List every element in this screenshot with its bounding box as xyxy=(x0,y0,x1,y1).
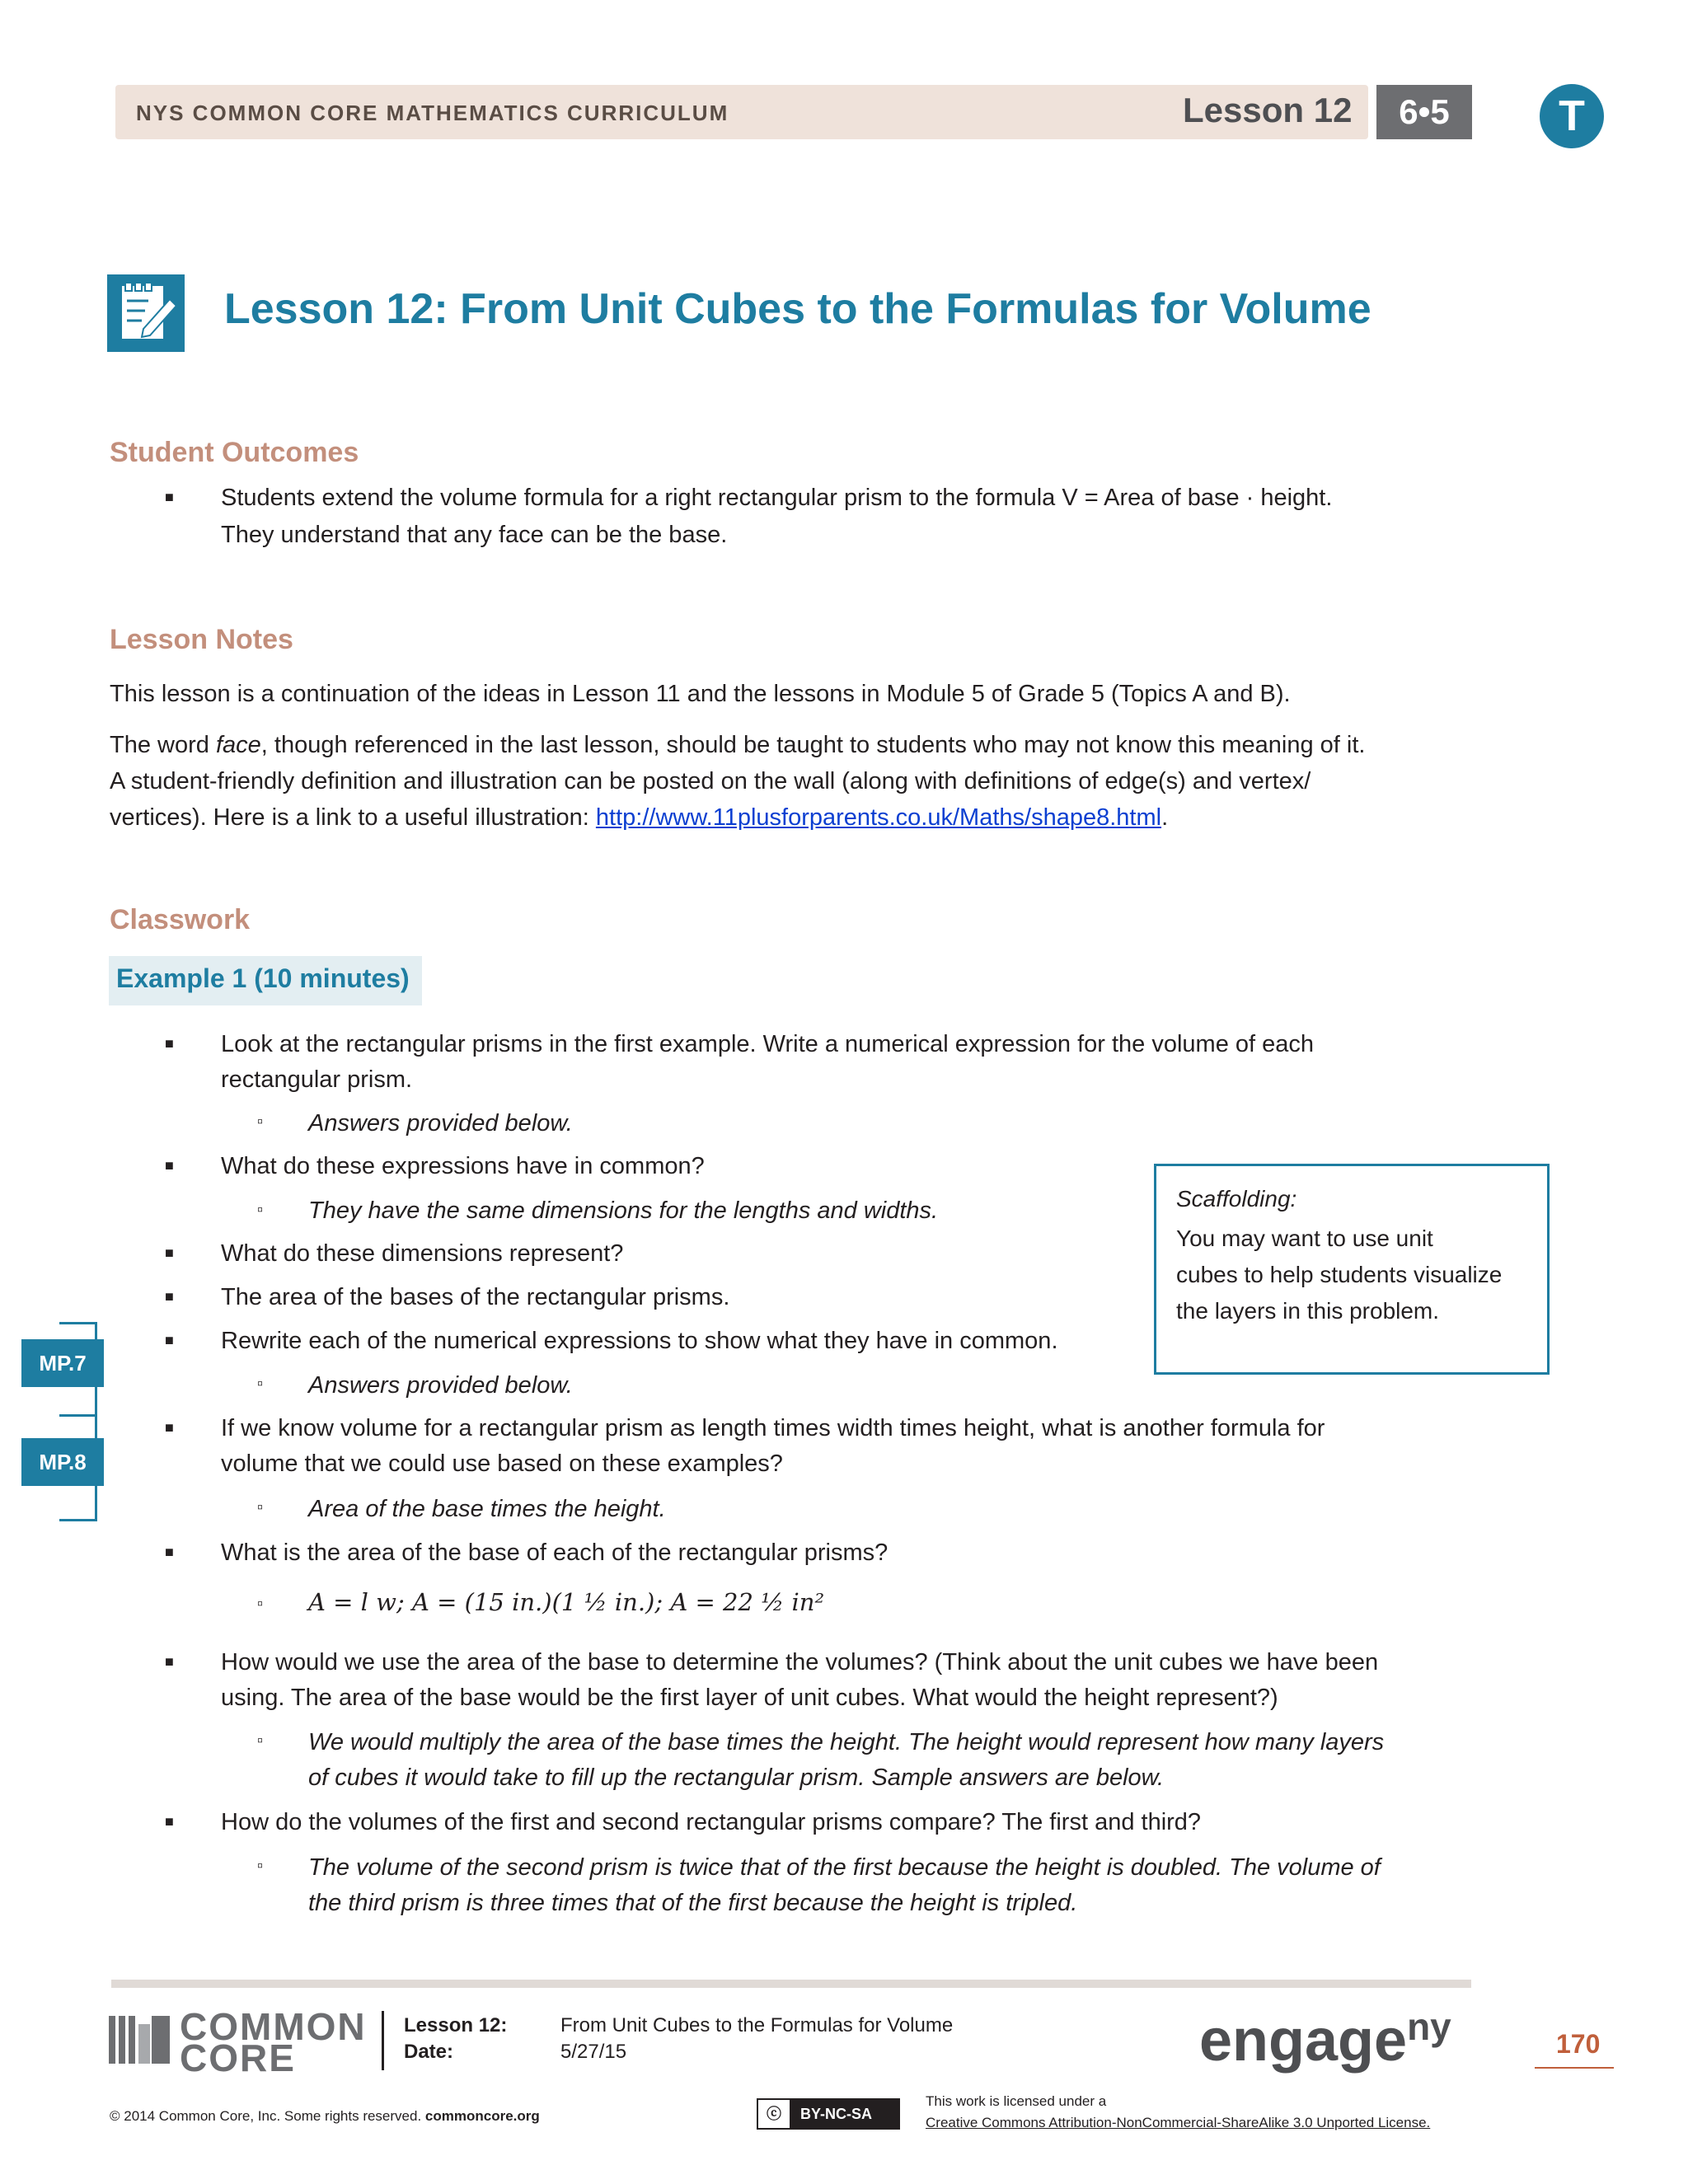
sub-bullet-icon: ▫ xyxy=(257,1595,264,1613)
notes-text: , though referenced in the last lesson, should be taught to students who may not know this meaning of it. xyxy=(260,732,1366,758)
area-formula: A = l w; A = (15 in.)(1 ½ in.); A = 22 ½ in² xyxy=(308,1588,825,1616)
notes-paragraph-1: This lesson is a continuation of the ideas in Lesson 11 and the lessons in Module 5 of Grade 5 (Topics A and B). xyxy=(110,681,1291,707)
engageny-logo xyxy=(1199,2004,1451,2074)
sub-bullet-icon: ▫ xyxy=(257,1113,264,1131)
notes-text: . xyxy=(1161,804,1169,831)
question-text: using. The area of the base would be the first layer of unit cubes. What would the height represent?) xyxy=(221,1685,1278,1711)
outcome-line-1: Students extend the volume formula for a right rectangular prism to the formula V = Area of base · height. xyxy=(221,485,1333,511)
bullet-icon: ■ xyxy=(165,1544,174,1560)
answer-text: The volume of the second prism is twice that of the first because the height is doubled. The volume of xyxy=(308,1854,1381,1881)
scaffolding-title: Scaffolding: xyxy=(1176,1186,1297,1212)
lesson-notes-heading: Lesson Notes xyxy=(110,624,293,655)
answer-text: the third prism is three times that of the first because the height is tripled. xyxy=(308,1890,1078,1916)
mp-bracket xyxy=(59,1519,97,1521)
engage-sup: ny xyxy=(1407,2005,1451,2048)
question-text: What do these expressions have in common? xyxy=(221,1153,705,1179)
lesson-number: Lesson 12 xyxy=(1183,91,1353,129)
bullet-icon: ■ xyxy=(165,1035,174,1052)
mp7-tag: MP.7 xyxy=(21,1339,104,1387)
footer-rule xyxy=(111,1980,1471,1988)
student-outcomes-heading: Student Outcomes xyxy=(110,437,359,468)
question-text: If we know volume for a rectangular prism as length times width times height, what is another formula for xyxy=(221,1415,1325,1441)
grade-module-tag: 6•5 xyxy=(1376,85,1472,139)
engage-text: engage xyxy=(1199,2008,1408,2074)
bullet-icon: ■ xyxy=(165,1813,174,1830)
notes-text: The word xyxy=(110,732,216,758)
bullet-icon: ■ xyxy=(165,1288,174,1305)
common-core-logo xyxy=(109,2016,173,2068)
answer-text: of cubes it would take to fill up the rectangular prism. Sample answers are below. xyxy=(308,1765,1165,1791)
footer-lesson-value: From Unit Cubes to the Formulas for Volume xyxy=(560,2014,954,2036)
bullet-icon: ■ xyxy=(165,489,174,505)
illustration-link[interactable]: http://www.11plusforparents.co.uk/Maths/shape8.html xyxy=(595,804,1162,831)
notes-face-word: face xyxy=(215,732,261,758)
footer-lesson-label: Lesson 12: xyxy=(404,2014,508,2036)
footer-divider xyxy=(382,2011,384,2070)
page-number: 170 xyxy=(1556,2029,1601,2059)
classwork-heading: Classwork xyxy=(110,904,251,935)
question-text: The area of the bases of the rectangular prisms. xyxy=(221,1284,730,1310)
sub-bullet-icon: ▫ xyxy=(257,1201,264,1219)
question-text: How would we use the area of the base to determine the volumes? (Think about the unit cubes we have been xyxy=(221,1649,1379,1675)
common-core-wordmark xyxy=(180,2005,367,2079)
question-text: Rewrite each of the numerical expressions to show what they have in common. xyxy=(221,1328,1058,1354)
footer-date-value: 5/27/15 xyxy=(560,2041,627,2063)
page-title: Lesson 12: From Unit Cubes to the Formulas for Volume xyxy=(224,285,1372,333)
notes-paragraph-2-line-3 xyxy=(110,799,1168,836)
question-text: How do the volumes of the first and second rectangular prisms compare? The first and third? xyxy=(221,1809,1202,1835)
page-number-rule xyxy=(1535,2067,1614,2069)
mp-bracket xyxy=(59,1322,97,1324)
outcome-line-2: They understand that any face can be the base. xyxy=(221,522,728,548)
answer-text: Answers provided below. xyxy=(308,1110,573,1137)
answer-text: They have the same dimensions for the lengths and widths. xyxy=(308,1197,939,1224)
bullet-icon: ■ xyxy=(165,1653,174,1670)
answer-text: Area of the base times the height. xyxy=(308,1496,666,1522)
sub-bullet-icon: ▫ xyxy=(257,1857,264,1875)
question-text: What do these dimensions represent? xyxy=(221,1240,624,1267)
scaffolding-line: You may want to use unit xyxy=(1176,1226,1433,1251)
curriculum-title: NYS COMMON CORE MATHEMATICS CURRICULUM xyxy=(136,101,729,125)
answer-text: Answers provided below. xyxy=(308,1372,573,1399)
cc-icon: ⓒ xyxy=(758,2100,790,2128)
bullet-icon: ■ xyxy=(165,1419,174,1436)
answer-text: We would multiply the area of the base times the height. The height would represent how many layers xyxy=(308,1729,1385,1755)
cc-license-badge[interactable] xyxy=(757,2098,900,2130)
scaffolding-line: the layers in this problem. xyxy=(1176,1298,1440,1324)
bullet-icon: ■ xyxy=(165,1244,174,1261)
copyright-site: commoncore.org xyxy=(424,2108,540,2124)
notes-paragraph-2-line-2: A student-friendly definition and illustration can be posted on the wall (along with definitions of edge(s) and vertex/ xyxy=(110,768,1311,794)
brand-line: CORE xyxy=(180,2036,296,2079)
example-heading: Example 1 (10 minutes) xyxy=(116,963,410,993)
lesson-notepad-icon xyxy=(107,274,185,352)
brand-line: COMMON xyxy=(180,2005,367,2048)
copyright xyxy=(110,2108,540,2125)
notes-paragraph-2-line-1 xyxy=(110,727,1365,763)
scaffolding-line: cubes to help students visualize xyxy=(1176,1262,1503,1287)
sub-bullet-icon: ▫ xyxy=(257,1375,264,1393)
question-text: What is the area of the base of each of the rectangular prisms? xyxy=(221,1540,889,1566)
mp-bracket xyxy=(59,1414,97,1417)
teacher-badge: T xyxy=(1540,84,1604,148)
mp8-tag: MP.8 xyxy=(21,1438,104,1486)
notes-text: vertices). Here is a link to a useful illustration: xyxy=(110,804,596,831)
sub-bullet-icon: ▫ xyxy=(257,1498,264,1516)
cc-badge-text: BY-NC-SA xyxy=(800,2106,873,2122)
copyright-text: © 2014 Common Core, Inc. Some rights reserved. xyxy=(110,2108,425,2124)
sub-bullet-icon: ▫ xyxy=(257,1732,264,1750)
footer-date-label: Date: xyxy=(404,2041,454,2063)
question-text: volume that we could use based on these examples? xyxy=(221,1451,783,1477)
bullet-icon: ■ xyxy=(165,1332,174,1348)
question-text: Look at the rectangular prisms in the first example. Write a numerical expression for the volume of each xyxy=(221,1031,1315,1057)
license-line-1: This work is licensed under a xyxy=(926,2093,1107,2109)
question-text: rectangular prism. xyxy=(221,1066,413,1093)
bullet-icon: ■ xyxy=(165,1157,174,1174)
scaffolding-box xyxy=(1154,1164,1550,1375)
license-link[interactable]: Creative Commons Attribution-NonCommercial-ShareAlike 3.0 Unported License. xyxy=(926,2115,1431,2130)
